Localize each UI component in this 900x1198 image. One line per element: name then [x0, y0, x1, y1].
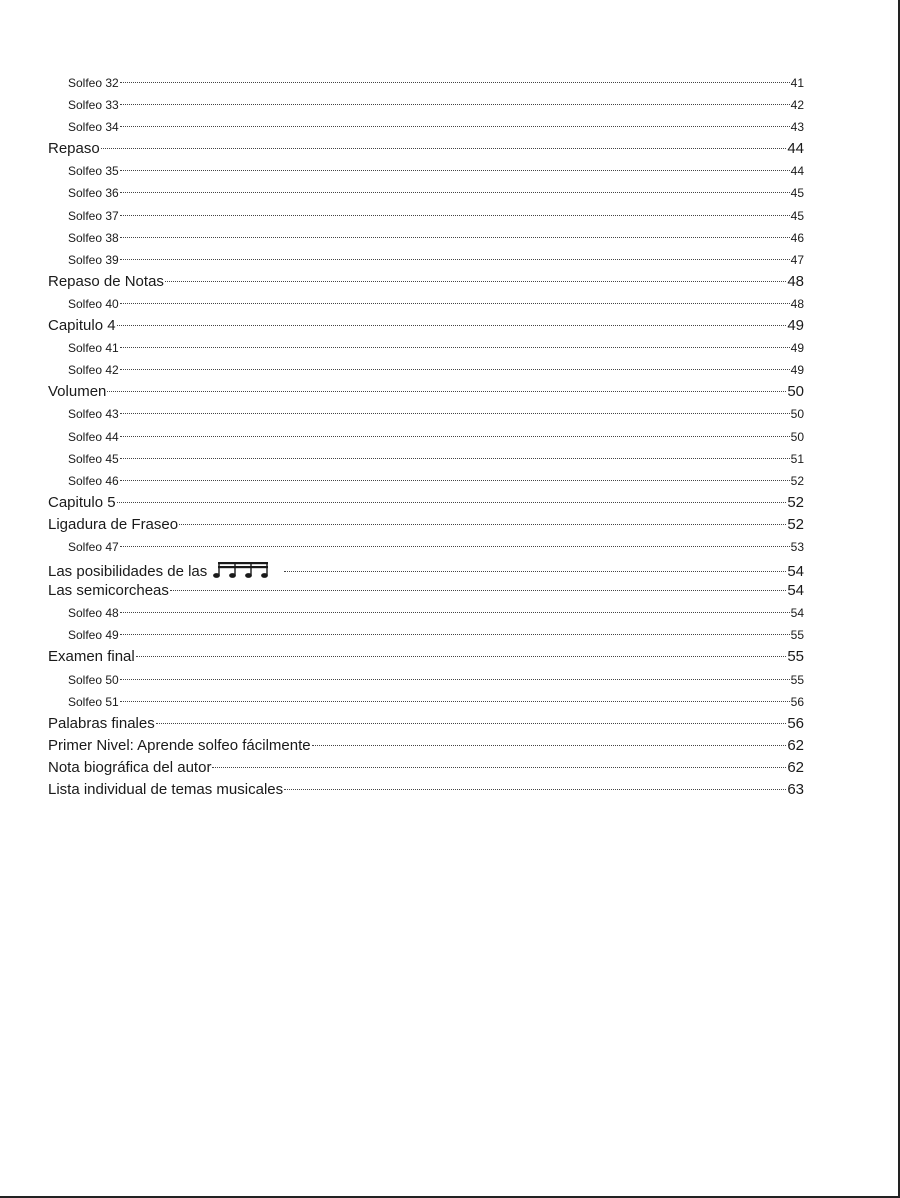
dot-leader: [120, 104, 790, 105]
dot-leader: [120, 546, 790, 547]
toc-entry-label: Lista individual de temas musicales: [48, 781, 284, 798]
toc-page-number: 54: [790, 606, 804, 621]
toc-entry: [48, 558, 804, 580]
dot-leader: [170, 590, 786, 591]
dot-leader: [120, 458, 790, 459]
toc-subentry: [48, 448, 804, 470]
toc-subentry: [48, 691, 804, 713]
toc-page-number: 44: [790, 164, 804, 179]
toc-entry-label: Solfeo 46: [68, 473, 119, 488]
dot-leader: [165, 281, 786, 282]
dot-leader: [284, 789, 786, 790]
toc-entry-label: Solfeo 36: [68, 186, 119, 201]
dot-leader: [156, 723, 787, 724]
toc-entry-label: Nota biográfica del autor: [48, 758, 212, 776]
dot-leader: [120, 170, 790, 171]
toc-page-number: 56: [790, 694, 804, 709]
toc-subentry: [48, 602, 804, 624]
toc-entry-label: Solfeo 47: [68, 539, 119, 554]
toc-page-number: 62: [787, 736, 804, 754]
toc-page-number: 49: [787, 317, 804, 335]
toc-page-number: 55: [787, 648, 804, 666]
toc-page-number: 41: [790, 76, 804, 90]
toc-page-number: 56: [787, 714, 804, 732]
dot-leader: [101, 148, 787, 149]
dot-leader: [120, 480, 790, 481]
toc-page-number: 50: [787, 383, 804, 401]
toc-subentry: [48, 227, 804, 249]
toc-entry-label: Solfeo 42: [68, 363, 119, 378]
toc-entry-label: Volumen: [48, 383, 107, 401]
toc-subentry: [48, 205, 804, 227]
toc-entry-label: Solfeo 34: [68, 120, 119, 135]
dot-leader: [120, 192, 790, 193]
toc-subentry: [48, 624, 804, 646]
sixteenth-notes-icon: [213, 561, 273, 586]
toc-page-number: 55: [790, 672, 804, 687]
toc-entry-label: Las posibilidades de las: [48, 558, 283, 583]
dot-leader: [120, 413, 790, 414]
toc-subentry: [48, 470, 804, 492]
toc-subentry: [48, 669, 804, 691]
toc-entry-label: Solfeo 50: [68, 672, 119, 687]
toc-page-number: 48: [790, 296, 804, 311]
toc-entry-label: Solfeo 49: [68, 628, 119, 643]
toc-subentry: [48, 403, 804, 425]
toc-page-number: 45: [790, 208, 804, 223]
toc-page-number: 43: [790, 120, 804, 135]
toc-page-number: 42: [790, 98, 804, 113]
dot-leader: [120, 126, 790, 127]
toc-subentry: [48, 536, 804, 558]
dot-leader: [120, 436, 790, 437]
dot-leader: [120, 347, 790, 348]
toc-page-number: 55: [790, 628, 804, 643]
toc-page-number: 54: [787, 582, 804, 600]
toc-subentry: [48, 293, 804, 315]
toc-entry: [48, 381, 804, 403]
toc-page-number: 49: [790, 363, 804, 378]
toc-entry-label: Repaso: [48, 140, 100, 158]
toc-subentry: [48, 359, 804, 381]
dot-leader: [120, 369, 790, 370]
dot-leader: [120, 679, 790, 680]
toc-entry-label: Solfeo 43: [68, 407, 119, 422]
toc-entry: [48, 713, 804, 735]
toc-entry-label: Solfeo 44: [68, 429, 119, 444]
toc-page-number: 52: [787, 493, 804, 511]
toc-entry-label: Solfeo 37: [68, 208, 119, 223]
table-of-contents: [48, 72, 804, 801]
toc-page-number: 52: [790, 473, 804, 488]
toc-entry: [48, 735, 804, 757]
toc-entry: [48, 580, 804, 602]
dot-leader: [312, 745, 787, 746]
dot-leader: [120, 612, 790, 613]
toc-entry-label: Examen final: [48, 648, 135, 666]
toc-subentry: [48, 160, 804, 182]
toc-entry: [48, 779, 804, 801]
toc-entry-label: Solfeo 39: [68, 252, 119, 267]
toc-entry-label: Palabras finales: [48, 714, 155, 732]
toc-subentry: [48, 426, 804, 448]
toc-entry-label: Repaso de Notas: [48, 272, 164, 290]
toc-page-number: 62: [787, 758, 804, 776]
toc-entry: [48, 757, 804, 779]
toc-entry: [48, 138, 804, 160]
toc-entry-label: Solfeo 51: [68, 694, 119, 709]
dot-leader: [120, 259, 790, 260]
toc-entry-label: Solfeo 32: [68, 76, 119, 90]
toc-entry-label: Ligadura de Fraseo: [48, 515, 179, 533]
toc-page-number: 63: [787, 781, 804, 798]
toc-page-number: 47: [790, 252, 804, 267]
toc-subentry: [48, 94, 804, 116]
toc-subentry: [48, 72, 804, 94]
toc-entry: [48, 492, 804, 514]
toc-entry-label: Solfeo 41: [68, 341, 119, 356]
toc-entry-label: Solfeo 40: [68, 296, 119, 311]
toc-page-number: 49: [790, 341, 804, 356]
toc-subentry: [48, 337, 804, 359]
dot-leader: [117, 325, 787, 326]
toc-subentry: [48, 249, 804, 271]
dot-leader: [107, 391, 786, 392]
toc-page-number: 52: [787, 515, 804, 533]
toc-subentry: [48, 116, 804, 138]
dot-leader: [120, 82, 790, 83]
toc-entry: [48, 315, 804, 337]
dot-leader: [120, 701, 790, 702]
toc-entry-label: Solfeo 45: [68, 451, 119, 466]
toc-page-number: 48: [787, 272, 804, 290]
dot-leader: [212, 767, 786, 768]
toc-page-number: 53: [790, 539, 804, 554]
toc-page-number: 45: [790, 186, 804, 201]
toc-page-number: 51: [790, 451, 804, 466]
toc-page-number: 54: [787, 563, 804, 581]
dot-leader: [136, 656, 787, 657]
toc-entry-label: Solfeo 48: [68, 606, 119, 621]
toc-entry: [48, 271, 804, 293]
toc-entry: [48, 646, 804, 668]
toc-entry-label: Solfeo 35: [68, 164, 119, 179]
toc-entry-label: Solfeo 38: [68, 230, 119, 245]
toc-page-number: 44: [787, 140, 804, 158]
toc-entry-label: Capitulo 5: [48, 493, 116, 511]
toc-entry-label: Primer Nivel: Aprende solfeo fácilmente: [48, 736, 311, 754]
dot-leader: [284, 571, 786, 572]
dot-leader: [120, 215, 790, 216]
dot-leader: [120, 303, 790, 304]
dot-leader: [117, 502, 787, 503]
dot-leader: [179, 524, 786, 525]
dot-leader: [120, 237, 790, 238]
toc-entry: [48, 514, 804, 536]
toc-entry-label: Las semicorcheas: [48, 582, 169, 600]
toc-subentry: [48, 182, 804, 204]
toc-entry-label: Solfeo 33: [68, 98, 119, 113]
toc-page-number: 46: [790, 230, 804, 245]
toc-page-number: 50: [790, 407, 804, 422]
toc-entry-label: Capitulo 4: [48, 317, 116, 335]
dot-leader: [120, 634, 790, 635]
toc-page-number: 50: [790, 429, 804, 444]
